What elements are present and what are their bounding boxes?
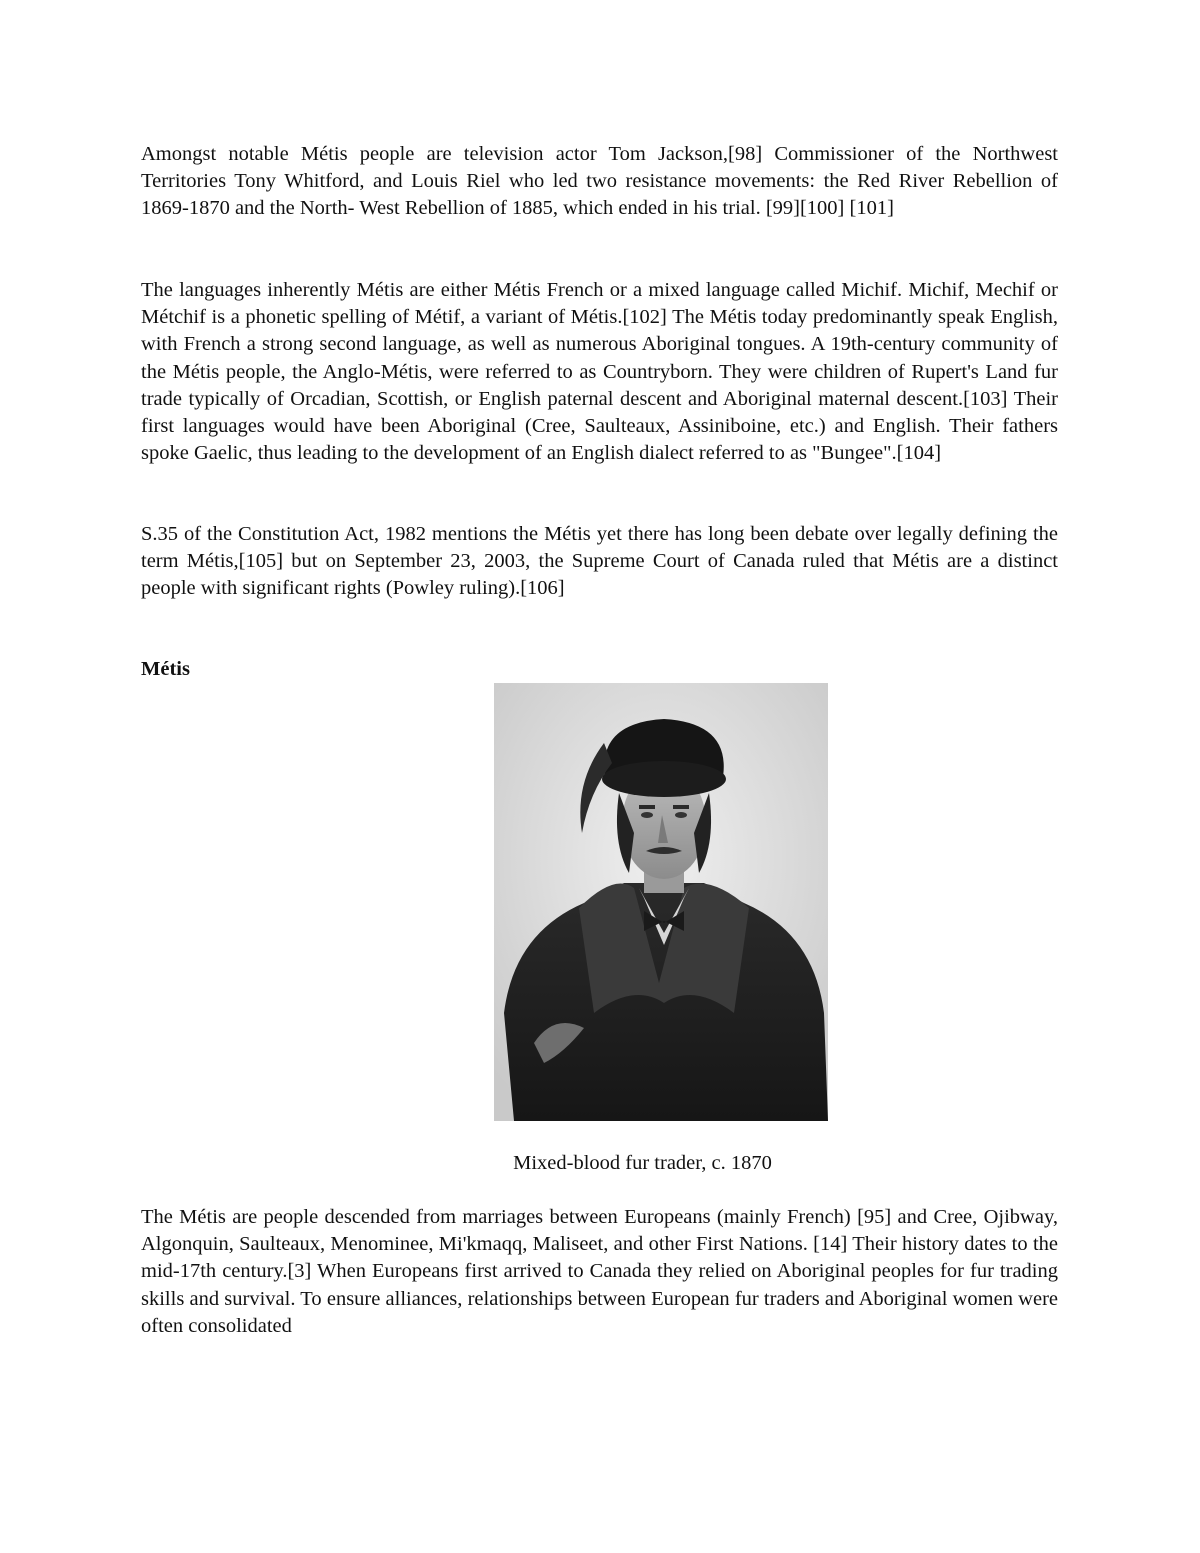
paragraph-metis-origins: The Métis are people descended from marriages between Europeans (mainly French) [95] and Cree, Ojibway, Algonquin, Saulteaux, Menominee, Mi'kmaqq, Maliseet, and other First Nations. [14] Their history dates to the mid-17th century.[3] When Europeans first arrived to Canada they relied on Aboriginal peoples for fur trading skills and survival. To ensure alliances, relationships between European fur traders and Aboriginal women were often consolidated	[141, 1206, 1058, 1337]
paragraph-languages: The languages inherently Métis are either Métis French or a mixed language called Michif. Michif, Mechif or Métchif is a phonetic spelling of Métif, a variant of Métis.[102] The Métis today predominantly speak English, with French a strong second language, as well as numerous Aboriginal tongues. A 19th-century community of the Métis people, the Anglo-Métis, were referred to as Countryborn. They were children of Rupert's Land fur trade typically of Orcadian, Scottish, or English paternal descent and Aboriginal maternal descent.[103] Their first languages would have been Aboriginal (Cree, Saulteaux, Assiniboine, etc.) and English. Their fathers spoke Gaelic, thus leading to the development of an English dialect referred to as "Bungee".[104]	[141, 279, 1058, 465]
portrait-photo-icon	[494, 683, 828, 1121]
figure-caption: Mixed-blood fur trader, c. 1870	[513, 1152, 772, 1174]
section-heading: Métis	[141, 658, 190, 680]
paragraph-notable-metis: Amongst notable Métis people are television actor Tom Jackson,[98] Commissioner of the Northwest Territories Tony Whitford, and Louis Riel who led two resistance movements: the Red River Rebellion of 1869-1870 and the North- West Rebellion of 1885, which ended in his trial. [99][100] [101]	[141, 143, 1058, 220]
portrait-photo	[494, 683, 828, 1121]
paragraph-constitution: S.35 of the Constitution Act, 1982 mentions the Métis yet there has long been debate over legally defining the term Métis,[105] but on September 23, 2003, the Supreme Court of Canada ruled that Métis are a distinct people with significant rights (Powley ruling).[106]	[141, 523, 1058, 600]
